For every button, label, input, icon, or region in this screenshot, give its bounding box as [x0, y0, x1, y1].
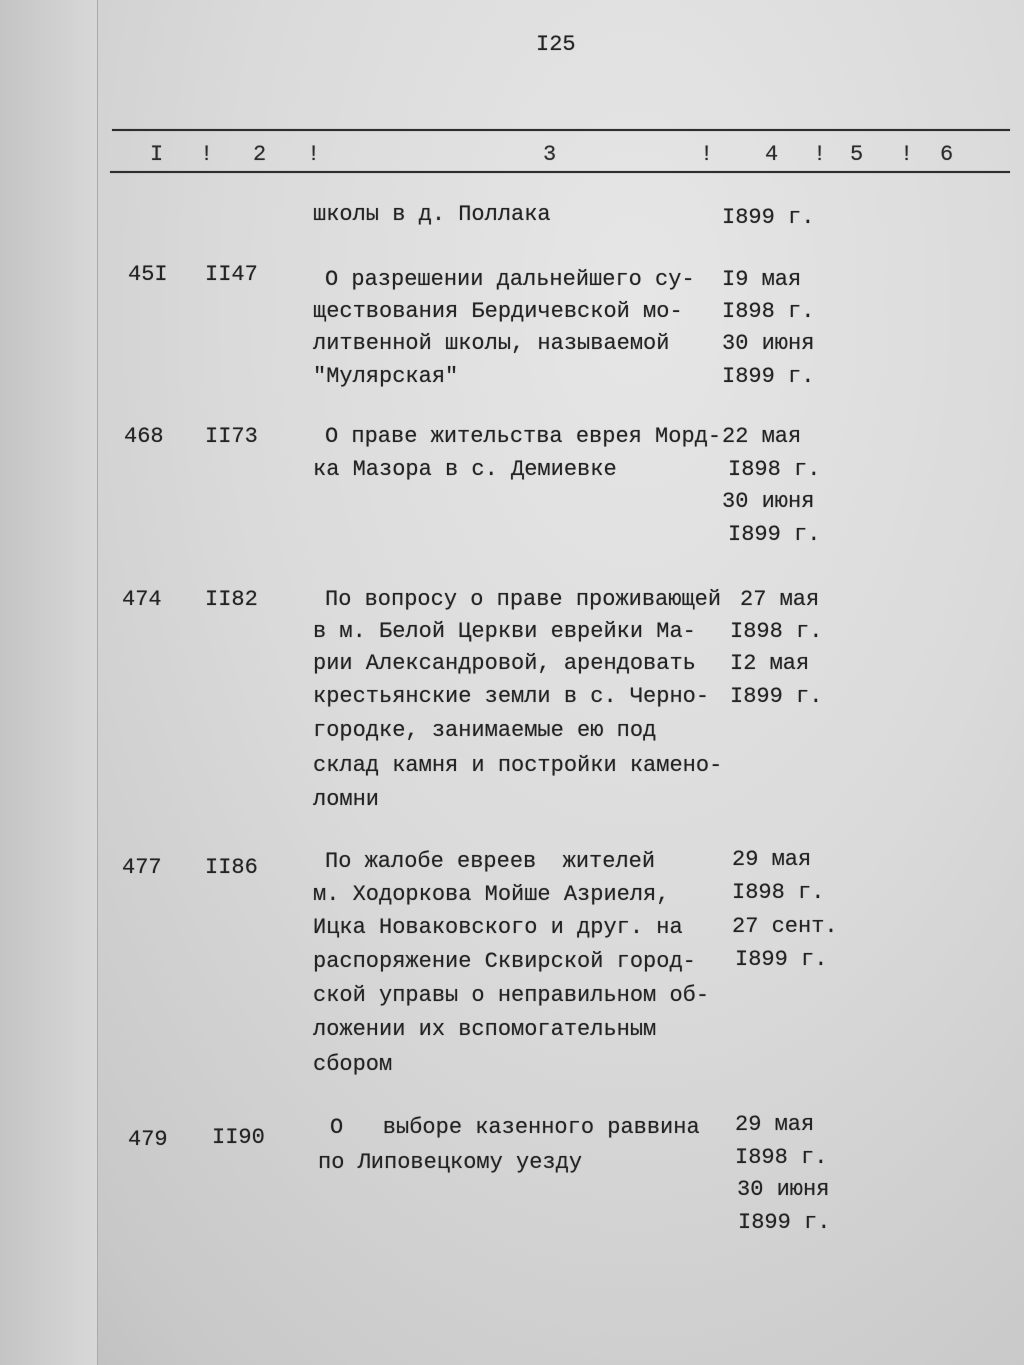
- description-line: в м. Белой Церкви еврейки Ма-: [313, 619, 696, 644]
- column-separator: !: [200, 142, 214, 167]
- description-line: м. Ходоркова Мойше Азриеля,: [313, 882, 670, 907]
- record-number: 468: [124, 424, 164, 449]
- date-line: 29 мая: [732, 847, 812, 872]
- record-number: 479: [128, 1127, 168, 1152]
- date-line: I899 г.: [738, 1210, 831, 1235]
- description-line: распоряжение Сквирской город-: [313, 949, 696, 974]
- archive-code: II82: [205, 587, 258, 612]
- date-line: I898 г.: [730, 619, 823, 644]
- date-line: 30 июня: [722, 489, 815, 514]
- date-line: I899 г.: [722, 364, 815, 389]
- date-line: I899 г.: [728, 522, 821, 547]
- record-number: 477: [122, 855, 162, 880]
- date-line: 27 сент.: [732, 914, 838, 939]
- column-header-5: 5: [850, 142, 864, 167]
- description-line: литвенной школы, называемой: [313, 331, 670, 356]
- header-rule-top: [112, 129, 1010, 131]
- description-line: по Липовецкому уезду: [318, 1150, 583, 1175]
- date-line: I898 г.: [728, 457, 821, 482]
- date-line: I899 г.: [735, 947, 828, 972]
- date-line: 30 июня: [722, 331, 815, 356]
- column-separator: !: [307, 142, 321, 167]
- column-header-6: 6: [940, 142, 954, 167]
- description-line: рии Александровой, арендовать: [313, 651, 696, 676]
- date-line: I899 г.: [730, 684, 823, 709]
- date-line: 29 мая: [735, 1112, 815, 1137]
- column-separator: !: [900, 142, 914, 167]
- description-line: склад камня и постройки камено-: [313, 753, 723, 778]
- date-line: I9 мая: [722, 267, 802, 292]
- column-header-1: I: [150, 142, 164, 167]
- archive-code: II90: [212, 1125, 265, 1150]
- header-rule-bottom: [110, 171, 1010, 173]
- record-number: 474: [122, 587, 162, 612]
- description-line: Ицка Новаковского и друг. на: [313, 915, 683, 940]
- description-line: О выборе казенного раввина: [330, 1115, 700, 1140]
- archive-code: II86: [205, 855, 258, 880]
- page-edge: [0, 0, 98, 1365]
- description-line: По вопросу о праве проживающей: [325, 587, 722, 612]
- description-line: О праве жительства еврея Морд-: [325, 424, 722, 449]
- date-line: I899 г.: [722, 205, 815, 230]
- archive-code: II47: [205, 262, 258, 287]
- date-line: I898 г.: [722, 299, 815, 324]
- column-separator: !: [813, 142, 827, 167]
- description-line: По жалобе евреев жителей: [325, 849, 656, 874]
- page-number: I25: [536, 32, 576, 57]
- description-line: ломни: [313, 787, 380, 812]
- date-line: I898 г.: [732, 880, 825, 905]
- description-line: ка Мазора в с. Демиевке: [313, 457, 617, 482]
- column-header-3: 3: [543, 142, 557, 167]
- date-line: 27 мая: [740, 587, 820, 612]
- column-header-2: 2: [253, 142, 267, 167]
- description-line: О разрешении дальнейшего су-: [325, 267, 695, 292]
- column-header-4: 4: [765, 142, 779, 167]
- description-line: городке, занимаемые ею под: [313, 718, 657, 743]
- archive-code: II73: [205, 424, 258, 449]
- description-line: ской управы о неправильном об-: [313, 983, 710, 1008]
- description-line: крестьянские земли в с. Черно-: [313, 684, 710, 709]
- date-line: I2 мая: [730, 651, 810, 676]
- description-line: "Мулярская": [313, 364, 459, 389]
- date-line: 30 июня: [737, 1177, 830, 1202]
- description-line: сбором: [313, 1052, 393, 1077]
- description-line: ществования Бердичевской мо-: [313, 299, 683, 324]
- column-separator: !: [700, 142, 714, 167]
- date-line: I898 г.: [735, 1145, 828, 1170]
- description-line: ложении их вспомогательным: [313, 1017, 657, 1042]
- date-line: 22 мая: [722, 424, 802, 449]
- description-line: школы в д. Поллака: [313, 202, 551, 227]
- record-number: 45I: [128, 262, 168, 287]
